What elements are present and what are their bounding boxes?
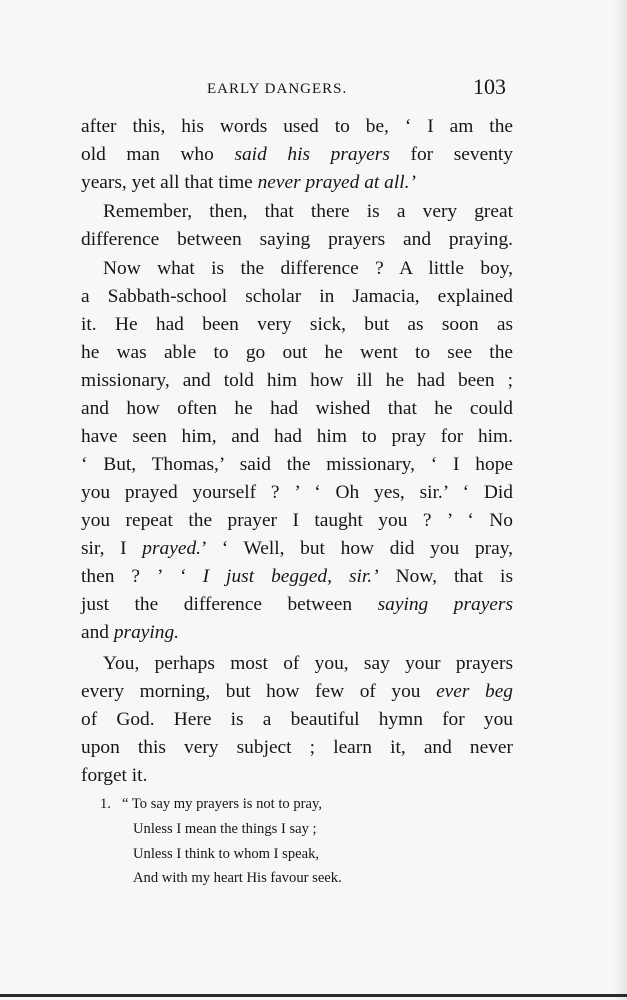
text-line: and how often he had wished that he could	[81, 398, 513, 419]
text-line: You, perhaps most of you, say your prayers	[103, 653, 513, 674]
text-line: missionary, and told him how ill he had been ;	[81, 370, 513, 391]
text-line: have seen him, and had him to pray for him.	[81, 426, 513, 447]
text-line: upon this very subject ; learn it, and never	[81, 737, 513, 758]
italic-phrase: ever beg	[436, 681, 513, 702]
italic-phrase: prayed.	[142, 538, 201, 559]
text-line: it. He had been very sick, but as soon as	[81, 314, 513, 335]
text-line: then ? ’ ‘ I just begged, sir.’ Now, that is	[81, 566, 513, 587]
text-line: and praying.	[81, 622, 180, 643]
italic-phrase: saying prayers	[377, 594, 513, 615]
text-line: he was able to go out he went to see the	[81, 342, 513, 363]
verse-line: And with my heart His favour seek.	[133, 870, 342, 886]
page-edge-shadow	[613, 0, 627, 1000]
text-line: sir, I prayed.’ ‘ Well, but how did you pray,	[81, 538, 513, 559]
text-line: ‘ But, Thomas,’ said the missionary, ‘ I hope	[81, 454, 513, 475]
text-line: you repeat the prayer I taught you ? ’ ‘ No	[81, 510, 513, 531]
bottom-edge-rule	[0, 994, 627, 997]
text-line: years, yet all that time never prayed at all.’	[81, 172, 416, 193]
verse-line: Unless I think to whom I speak,	[133, 846, 320, 862]
text-line: Remember, then, that there is a very great	[103, 201, 513, 222]
verse-line: Unless I mean the things I say ;	[133, 821, 317, 837]
italic-phrase: never prayed at all.’	[257, 172, 416, 193]
text-line: difference between saying prayers and praying.	[81, 229, 513, 250]
text-line: of God. Here is a beautiful hymn for you	[81, 709, 513, 730]
verse-number: 1.	[100, 796, 111, 812]
text-line: just the difference between saying prayers	[81, 594, 513, 615]
italic-phrase: ‘ I just begged, sir.’	[179, 566, 379, 587]
text-line: after this, his words used to be, ‘ I am the	[81, 116, 513, 137]
running-title: EARLY DANGERS.	[207, 81, 348, 97]
text-line: a Sabbath-school scholar in Jamacia, explained	[81, 286, 513, 307]
italic-phrase: praying.	[113, 622, 180, 643]
italic-phrase: said his prayers	[234, 144, 390, 165]
page-header	[0, 74, 627, 104]
text-line: old man who said his prayers for seventy	[81, 144, 513, 165]
page-number: 103	[473, 74, 506, 99]
text-line: Now what is the difference ? A little boy,	[103, 258, 513, 279]
text-line: you prayed yourself ? ’ ‘ Oh yes, sir.’ ‘ Did	[81, 482, 513, 503]
text-line: every morning, but how few of you ever beg	[81, 681, 513, 702]
text-line: forget it.	[81, 765, 148, 786]
verse-line: “ To say my prayers is not to pray,	[122, 796, 323, 812]
